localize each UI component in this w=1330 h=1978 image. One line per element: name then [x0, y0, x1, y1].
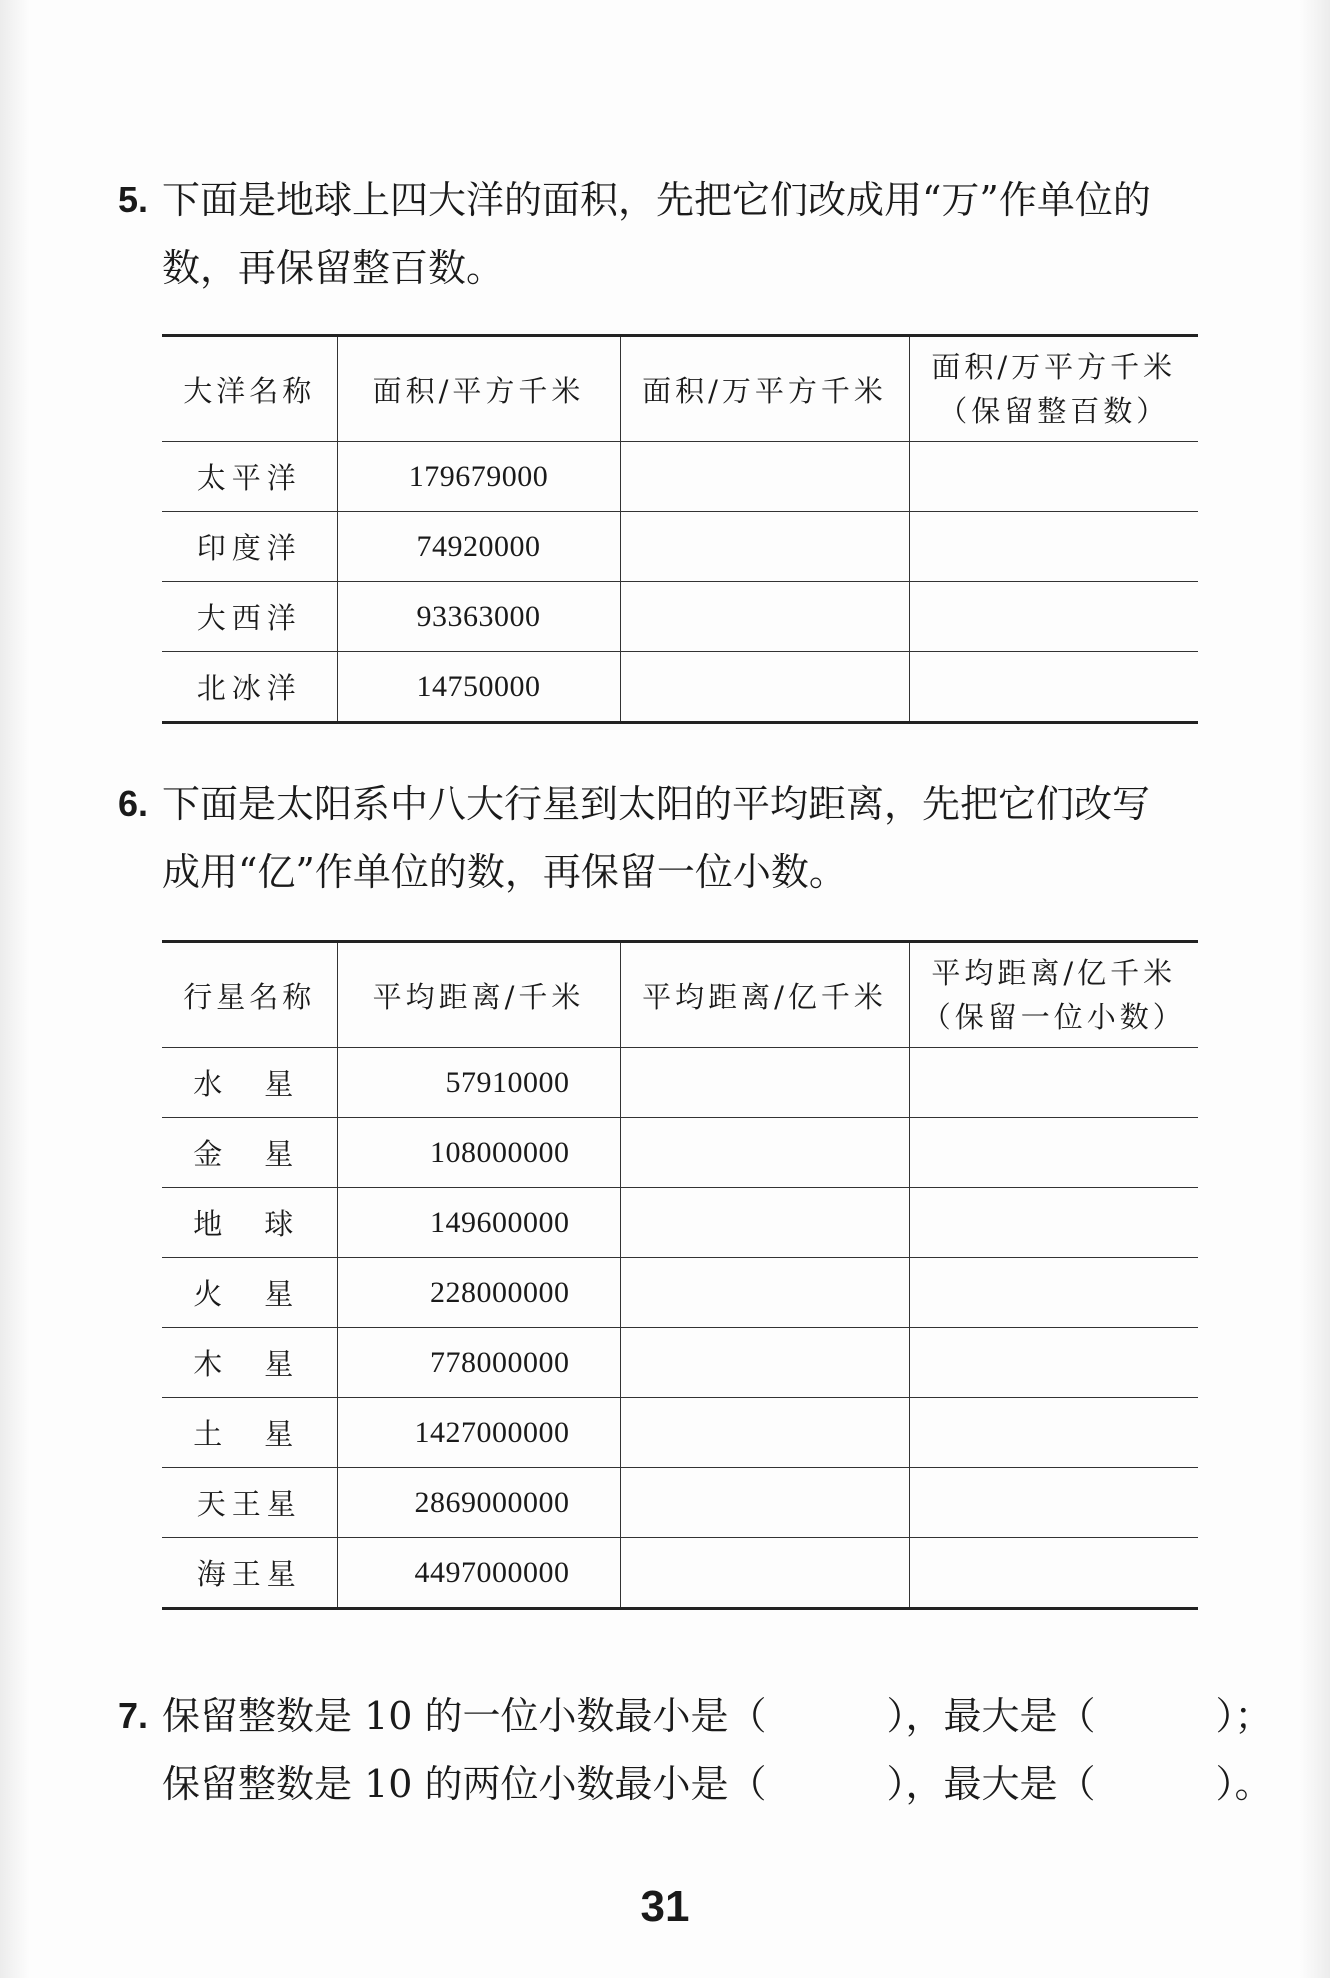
answer-blank-cell[interactable]: [620, 1258, 909, 1328]
area-km2-header: 面积/平方千米: [337, 336, 620, 442]
question-5-line-2: 数，再保留整百数。: [162, 246, 505, 290]
distance-rounded-header-line-1: 平均距离/亿千米: [931, 956, 1177, 990]
area-rounded-header-line-1: 面积/万平方千米: [931, 350, 1177, 384]
answer-blank-cell[interactable]: [909, 582, 1198, 652]
ocean-name-cell: 大西洋: [162, 582, 337, 652]
answer-blank-cell[interactable]: [620, 1118, 909, 1188]
q7-line-2-part-a: 保留整数是 10 的两位小数最小是（: [162, 1762, 767, 1806]
planet-name-cell: 海王星: [162, 1538, 337, 1609]
area-rounded-header: [909, 336, 1198, 442]
planet-name-cell: 天王星: [162, 1468, 337, 1538]
answer-blank-cell[interactable]: [909, 1468, 1198, 1538]
answer-blank-cell[interactable]: [909, 1538, 1198, 1609]
table-row: [162, 1258, 1198, 1328]
answer-blank-cell[interactable]: [620, 442, 909, 512]
question-6-line-1: 下面是太阳系中八大行星到太阳的平均距离，先把它们改写: [162, 782, 1151, 826]
question-6-line-2: 成用“亿”作单位的数，再保留一位小数。: [162, 850, 847, 894]
page-edge-shadow-right: [1300, 0, 1330, 1978]
q7-line-1-part-b: ），最大是（: [886, 1694, 1096, 1738]
table-row: [162, 1188, 1198, 1258]
planet-distance-cell: 108000000: [337, 1118, 620, 1188]
ocean-name-cell: 印度洋: [162, 512, 337, 582]
planet-distance-table: [162, 940, 1198, 1610]
planet-name-cell: 地球: [162, 1188, 337, 1258]
table-row: [162, 442, 1198, 512]
table-row: [162, 1468, 1198, 1538]
table-row: [162, 1048, 1198, 1118]
planet-name-cell: 火星: [162, 1258, 337, 1328]
question-5-line-1: 下面是地球上四大洋的面积，先把它们改成用“万”作单位的: [162, 178, 1151, 222]
planet-distance-cell: 1427000000: [337, 1398, 620, 1468]
ocean-name-cell: 北冰洋: [162, 652, 337, 723]
distance-100m-km-header: 平均距离/亿千米: [620, 942, 909, 1048]
answer-blank-cell[interactable]: [620, 1328, 909, 1398]
q7-line-1-part-a: 保留整数是 10 的一位小数最小是（: [162, 1694, 767, 1738]
answer-blank-cell[interactable]: [620, 1188, 909, 1258]
answer-blank-cell[interactable]: [620, 1538, 909, 1609]
planet-name-cell: 木星: [162, 1328, 337, 1398]
planet-distance-cell: 228000000: [337, 1258, 620, 1328]
planet-distance-cell: 57910000: [337, 1048, 620, 1118]
ocean-name-header: 大洋名称: [162, 336, 337, 442]
table-row: [162, 1118, 1198, 1188]
question-5-number: 5.: [118, 179, 149, 220]
answer-blank-cell[interactable]: [620, 1468, 909, 1538]
page-edge-shadow-left: [0, 0, 30, 1978]
table-row: [162, 1398, 1198, 1468]
answer-blank-cell[interactable]: [909, 1328, 1198, 1398]
ocean-table-header-row: [162, 336, 1198, 442]
ocean-area-cell: 14750000: [337, 652, 620, 723]
planet-distance-cell: 2869000000: [337, 1468, 620, 1538]
area-rounded-header-line-2: （保留整百数）: [938, 394, 1170, 428]
distance-km-header: 平均距离/千米: [337, 942, 620, 1048]
question-7-line-1: [118, 1682, 1273, 1750]
distance-rounded-header-line-2: （保留一位小数）: [921, 1000, 1186, 1034]
planet-name-header: 行星名称: [162, 942, 337, 1048]
distance-rounded-header: [909, 942, 1198, 1048]
q7-line-1-part-c: ）；: [1215, 1694, 1273, 1738]
question-5: [118, 166, 1208, 302]
answer-blank-cell[interactable]: [620, 1048, 909, 1118]
q7-line-2-part-c: ）。: [1215, 1762, 1273, 1806]
table-row: [162, 1328, 1198, 1398]
ocean-name-cell: 太平洋: [162, 442, 337, 512]
ocean-area-table: [162, 334, 1198, 724]
answer-blank-cell[interactable]: [909, 442, 1198, 512]
planet-distance-cell: 778000000: [337, 1328, 620, 1398]
ocean-area-cell: 74920000: [337, 512, 620, 582]
answer-blank-cell[interactable]: [909, 1188, 1198, 1258]
answer-blank-cell[interactable]: [909, 512, 1198, 582]
ocean-area-cell: 179679000: [337, 442, 620, 512]
answer-blank-cell[interactable]: [909, 1048, 1198, 1118]
area-10k-km2-header: 面积/万平方千米: [620, 336, 909, 442]
page-number: 31: [640, 1882, 690, 1931]
answer-blank-cell[interactable]: [620, 1398, 909, 1468]
planet-name-cell: 土星: [162, 1398, 337, 1468]
answer-blank-cell[interactable]: [909, 652, 1198, 723]
answer-blank-cell[interactable]: [909, 1258, 1198, 1328]
table-row: [162, 582, 1198, 652]
answer-blank-cell[interactable]: [909, 1398, 1198, 1468]
q7-line-2-part-b: ），最大是（: [886, 1762, 1096, 1806]
answer-blank-cell[interactable]: [620, 652, 909, 723]
question-7-number: 7.: [118, 1695, 149, 1736]
answer-blank-cell[interactable]: [620, 582, 909, 652]
planet-name-cell: 水星: [162, 1048, 337, 1118]
table-row: [162, 652, 1198, 723]
question-7-line-2: [118, 1750, 1273, 1818]
planet-table-header-row: [162, 942, 1198, 1048]
planet-distance-cell: 149600000: [337, 1188, 620, 1258]
question-6-number: 6.: [118, 783, 149, 824]
planet-name-cell: 金星: [162, 1118, 337, 1188]
table-row: [162, 512, 1198, 582]
planet-distance-cell: 4497000000: [337, 1538, 620, 1609]
answer-blank-cell[interactable]: [620, 512, 909, 582]
ocean-area-cell: 93363000: [337, 582, 620, 652]
question-7: [118, 1682, 1273, 1818]
answer-blank-cell[interactable]: [909, 1118, 1198, 1188]
question-6: [118, 770, 1208, 906]
table-row: [162, 1538, 1198, 1609]
